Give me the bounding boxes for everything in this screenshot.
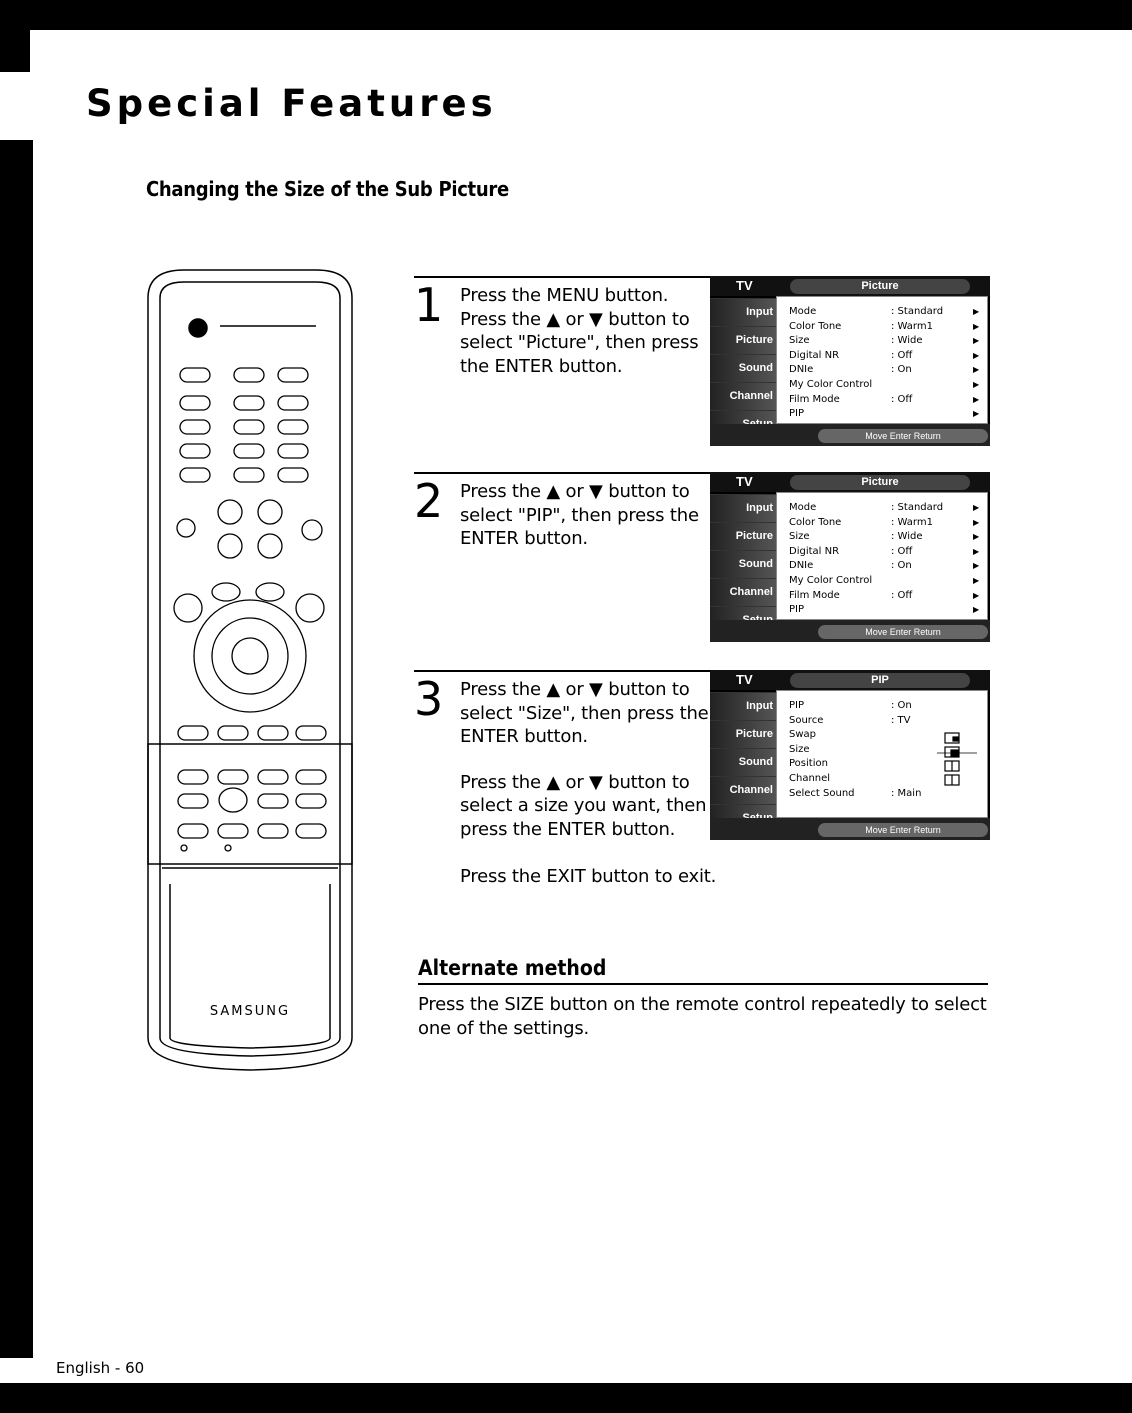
step-instruction: Press the ▲ or ▼ button to select "PIP", then press the ENTER button.: [460, 481, 699, 549]
osd-footer-hint: Move Enter Return: [818, 823, 988, 837]
arrow-right-icon: ▶: [973, 350, 980, 360]
osd-row-pip: [789, 603, 987, 618]
osd-row-value: : Standard: [891, 502, 944, 513]
osd-row-digital-nr: [789, 545, 987, 560]
bottom-frame-bar: [0, 1383, 1132, 1413]
osd-row-value: : Wide: [891, 531, 923, 543]
arrow-right-icon: ▶: [973, 605, 980, 615]
left-frame-bar: [0, 140, 33, 1358]
osd-row-key: My Color Control: [789, 574, 873, 586]
osd-menu-panel: [776, 492, 988, 620]
step-text: [460, 284, 710, 378]
osd-row-pip: [789, 407, 987, 422]
osd-row-size: [789, 530, 987, 545]
osd-tab-input: Input: [710, 692, 776, 720]
osd-footer-hint: Move Enter Return: [818, 429, 988, 443]
osd-row-value: : Warm1: [891, 516, 933, 528]
osd-tv-label: TV: [736, 474, 753, 489]
step-text: [460, 480, 710, 551]
osd-row-key: PIP: [789, 604, 805, 616]
osd-footer: [710, 818, 990, 840]
osd-menu-title: PIP: [790, 673, 970, 688]
arrow-right-icon: ▶: [973, 321, 980, 331]
step-number: 1: [414, 278, 444, 332]
osd-tab-channel: Channel: [710, 776, 776, 804]
osd-row-film-mode: [789, 589, 987, 604]
osd-row-color-tone: [789, 320, 987, 335]
osd-tab-picture: Picture: [710, 326, 776, 354]
remote-control-illustration: [144, 268, 356, 1072]
osd-row-color-tone: [789, 516, 987, 531]
osd-tab-input: Input: [710, 298, 776, 326]
arrow-right-icon: ▶: [973, 336, 980, 346]
osd-row-key: Color Tone: [789, 516, 842, 528]
osd-tab-list: [710, 298, 776, 438]
arrow-right-icon: ▶: [973, 546, 980, 556]
osd-row-key: Digital NR: [789, 545, 840, 557]
pip-size-icon: [937, 731, 977, 791]
remote-control-icon: [144, 268, 356, 1072]
step-text: [460, 678, 710, 841]
page-footer: English - 60: [56, 1359, 145, 1377]
osd-row-value: : On: [891, 560, 912, 572]
arrow-right-icon: ▶: [973, 590, 980, 600]
top-frame-bar: [0, 0, 1132, 30]
osd-row-mode: [789, 305, 987, 320]
osd-row-key: Size: [789, 335, 810, 347]
osd-row-value: : Off: [891, 393, 913, 405]
arrow-right-icon: ▶: [973, 517, 980, 527]
arrow-right-icon: ▶: [973, 532, 980, 542]
osd-row-key: Source: [789, 714, 824, 726]
osd-row-key: PIP: [789, 408, 805, 420]
osd-row-key: Channel: [789, 772, 831, 784]
step-1: [414, 276, 990, 448]
step-instruction: Press the MENU button. Press the ▲ or ▼ button to select "Picture", then press the ENTER button.: [460, 285, 699, 377]
osd-row-size: [789, 334, 987, 349]
osd-tab-channel: Channel: [710, 382, 776, 410]
arrow-right-icon: ▶: [973, 379, 980, 389]
osd-row-key: Size: [789, 743, 810, 755]
step-number: 3: [414, 672, 444, 726]
osd-tab-sound: Sound: [710, 354, 776, 382]
osd-row-key: Digital NR: [789, 349, 840, 361]
page-title: Special Features: [86, 82, 497, 125]
osd-footer: [710, 620, 990, 642]
brand-label: SAMSUNG: [209, 1004, 291, 1019]
osd-row-digital-nr: [789, 349, 987, 364]
osd-row-key: Position: [789, 758, 828, 770]
osd-row-key: My Color Control: [789, 378, 873, 390]
osd-row-key: Mode: [789, 502, 817, 513]
osd-tab-input: Input: [710, 494, 776, 522]
osd-menu-title: Picture: [790, 279, 970, 294]
osd-row-key: PIP: [789, 700, 805, 711]
osd-row-key: Select Sound: [789, 787, 855, 799]
osd-row-my-color-control: [789, 378, 987, 393]
step-2: [414, 472, 990, 644]
arrow-right-icon: ▶: [973, 503, 980, 512]
arrow-right-icon: ▶: [973, 561, 980, 571]
osd-header: [710, 472, 990, 492]
step-3: [414, 670, 990, 850]
osd-row-dnie: [789, 559, 987, 574]
arrow-right-icon: ▶: [973, 307, 980, 316]
osd-row-value: : Off: [891, 589, 913, 601]
exit-instruction: Press the EXIT button to exit.: [460, 866, 717, 887]
osd-screen: [710, 670, 990, 840]
osd-row-key: Swap: [789, 729, 817, 741]
step-divider: [414, 276, 714, 278]
osd-row-value: : Off: [891, 545, 913, 557]
osd-row-source: [789, 714, 987, 729]
left-frame-bar: [0, 30, 30, 72]
alternate-method-divider: [418, 983, 988, 985]
step-instruction: Press the ▲ or ▼ button to select "Size", then press the ENTER button.: [460, 679, 709, 747]
osd-row-value: : Main: [891, 787, 922, 799]
osd-row-value: : Warm1: [891, 320, 933, 332]
osd-tv-label: TV: [736, 278, 753, 293]
osd-footer: [710, 424, 990, 446]
arrow-right-icon: ▶: [973, 365, 980, 375]
section-title: Changing the Size of the Sub Picture: [146, 177, 509, 201]
osd-row-value: : TV: [891, 714, 911, 726]
osd-row-pip: [789, 699, 987, 714]
osd-row-key: DNIe: [789, 364, 814, 376]
osd-row-dnie: [789, 363, 987, 378]
step-divider: [414, 472, 714, 474]
osd-row-value: : Wide: [891, 335, 923, 347]
alternate-method-text: Press the SIZE button on the remote control repeatedly to select one of the settings.: [418, 994, 987, 1039]
step-number: 2: [414, 474, 444, 528]
osd-row-key: Film Mode: [789, 589, 840, 601]
osd-row-key: Size: [789, 531, 810, 543]
arrow-right-icon: ▶: [973, 394, 980, 404]
osd-footer-hint: Move Enter Return: [818, 625, 988, 639]
osd-tv-label: TV: [736, 672, 753, 687]
osd-menu-title: Picture: [790, 475, 970, 490]
osd-row-key: DNIe: [789, 560, 814, 572]
osd-menu-panel: [776, 690, 988, 818]
osd-row-value: : On: [891, 364, 912, 376]
osd-tab-sound: Sound: [710, 550, 776, 578]
osd-row-my-color-control: [789, 574, 987, 589]
osd-row-film-mode: [789, 393, 987, 408]
osd-tab-picture: Picture: [710, 522, 776, 550]
osd-tab-list: [710, 692, 776, 832]
osd-row-mode: [789, 501, 987, 516]
osd-tab-sound: Sound: [710, 748, 776, 776]
arrow-right-icon: ▶: [973, 409, 980, 419]
osd-header: [710, 670, 990, 690]
osd-screen: [710, 276, 990, 446]
osd-header: [710, 276, 990, 296]
osd-row-key: Color Tone: [789, 320, 842, 332]
osd-row-value: : Off: [891, 349, 913, 361]
osd-row-value: : On: [891, 700, 912, 711]
osd-tab-list: [710, 494, 776, 634]
osd-tab-channel: Channel: [710, 578, 776, 606]
osd-row-key: Mode: [789, 306, 817, 317]
arrow-right-icon: ▶: [973, 575, 980, 585]
osd-menu-panel: [776, 296, 988, 424]
step-divider: [414, 670, 714, 672]
osd-tab-picture: Picture: [710, 720, 776, 748]
osd-row-value: : Standard: [891, 306, 944, 317]
osd-row-key: Film Mode: [789, 393, 840, 405]
osd-screen: [710, 472, 990, 642]
alternate-method-title: Alternate method: [418, 956, 607, 980]
step-instruction: Press the ▲ or ▼ button to select a size you want, then press the ENTER button.: [460, 771, 707, 840]
